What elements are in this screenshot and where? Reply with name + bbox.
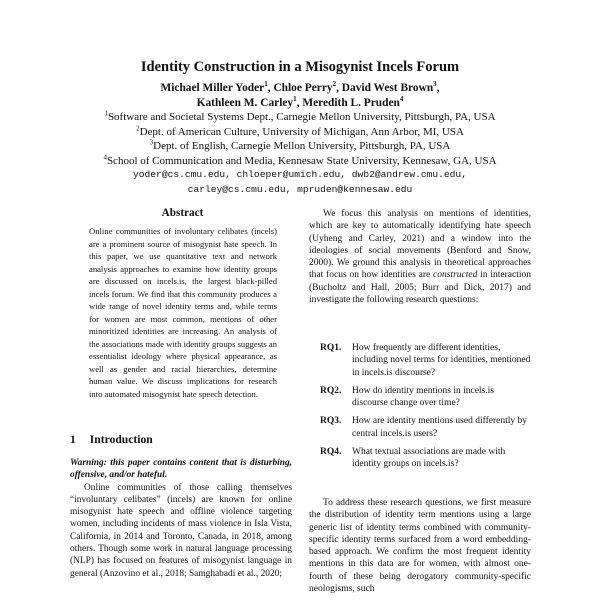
affiliation-marker: 1: [264, 80, 268, 89]
affiliation-marker: 3: [433, 80, 437, 89]
affiliation-line: $^1$Software and Societal Systems Dept., Carnegie Mellon University, Pittsburgh, PA, USA: [104, 109, 496, 123]
author-name: Chloe Perry: [273, 82, 333, 94]
author-list: [0, 81, 600, 110]
research-question-list: [320, 342, 532, 477]
author-name: Michael Miller Yoder: [160, 82, 265, 94]
research-question: [320, 342, 532, 379]
affiliation-line: $^4$School of Communication and Media, Kennesaw State University, Kennesaw, GA, USA: [103, 152, 497, 167]
research-question: [320, 446, 532, 471]
affiliation-line: $^2$Dept. of American Culture, University of Michigan, Ann Arbor, MI, USA: [136, 123, 464, 138]
abstract-heading: Abstract: [161, 207, 204, 219]
emphasis-text: constructed: [433, 270, 478, 281]
affiliation-marker: 4: [399, 94, 404, 103]
rq-text: What textual associations are made with identity groups on incels.is?: [352, 447, 506, 470]
section-title: Introduction: [89, 433, 153, 446]
affiliation-list: [0, 110, 600, 168]
right-column-paragraph: We focus this analysis on mentions of identities, which are key to automatically identifying hate speech (Uyheng and Carley, 2021) and a window into the ideologies of social movements (Benford and Snow, 2000). We ground this analysis in theoretical approaches that focus on how identities are constructed in interaction (Bucholtz and Hall, 2005; Burr and Dick, 2017) and investigate the following research questions:: [309, 209, 532, 306]
email-list: [0, 168, 600, 197]
section-number: 1: [70, 433, 76, 446]
section-heading: [70, 433, 167, 446]
research-question: [320, 415, 532, 440]
author-line-1: Michael Miller Yoder$^1$, Chloe Perry$^2$, David West Brown$^3$,: [160, 80, 440, 94]
rq-label: RQ1.: [320, 343, 342, 353]
abstract-text: Online communities of involuntary celibates (incels) are a prominent source of misogynist hate speech. In this paper, we use quantitative text and network analysis approaches to examine how identity groups are discussed on incels.is, the largest black-pilled incels forum. We find that this community produces a wide range of novel identity terms and, while terms for women are most common, mentions of other minoritized identities are increasing. An analysis of the associations made with identity groups suggests an essentialist ideology where physical appearance, as well as gender and racial hierarchies, determine human value. We discuss implications for research into automated misogynist hate speech detection.: [89, 226, 277, 399]
rq-text: How are identity mentions used differently by central incels.is users?: [352, 416, 528, 439]
intro-paragraph: Online communities of those calling themselves “involuntary celibates” (incels) are known for online misogynist hate speech and offline violence targeting women, including incidents of mass violence in Isla Vista, California, in 2014 and Toronto, Canada, in 2018, among others. Though some work in natural language processing (NLP) has focused on features of misogynist language in general (Anzovino et al., 2018; Samghabadi et al., 2020;: [70, 482, 292, 579]
author-name: Meredith L. Pruden: [302, 96, 400, 109]
rq-label: RQ2.: [320, 385, 342, 396]
email-line: carley@cs.cmu.edu, mpruden@kennesaw.edu: [187, 183, 413, 195]
paper-title: Identity Construction in a Misogynist Incels Forum: [140, 59, 460, 75]
research-question: [320, 385, 532, 410]
rq-text: How frequently are different identities, including novel terms for identities, mentioned in incels.is discourse?: [352, 343, 531, 378]
rq-text: How do identity mentions in incels.is discourse change over time?: [352, 385, 494, 409]
author-line-2: Kathleen M. Carley$^1$, Meredith L. Pruden$^4$: [196, 94, 404, 109]
email-line: yoder@cs.cmu.edu, chloeper@umich.edu, dwb2@andrew.cmu.edu,: [133, 169, 467, 180]
author-name: Kathleen M. Carley: [196, 96, 294, 109]
rq-label: RQ4.: [320, 447, 342, 458]
content-warning: Warning: this paper contains content that is disturbing, offensive, and/or hateful.: [70, 458, 292, 481]
affiliation-line: $^3$Dept. of English, Carnegie Mellon University, Pittsburgh, PA, USA: [149, 138, 451, 152]
affiliation-marker: 2: [332, 80, 337, 89]
rq-label: RQ3.: [320, 416, 342, 427]
right-column-paragraph-2: [309, 497, 531, 595]
body-paragraph: To address these research questions, we first measure the distribution of identity term mentions using a large generic list of identity terms combined with community-specific identity terms surfaced from a word embedding-based approach. We confirm the most frequent identity mentions in this data are for women, with almost one-fourth of these being derogatory community-specific neologisms, such: [309, 498, 531, 595]
intro-column: [70, 457, 292, 580]
affiliation-marker: 1: [293, 94, 297, 103]
author-name: David West Brown: [341, 82, 434, 94]
